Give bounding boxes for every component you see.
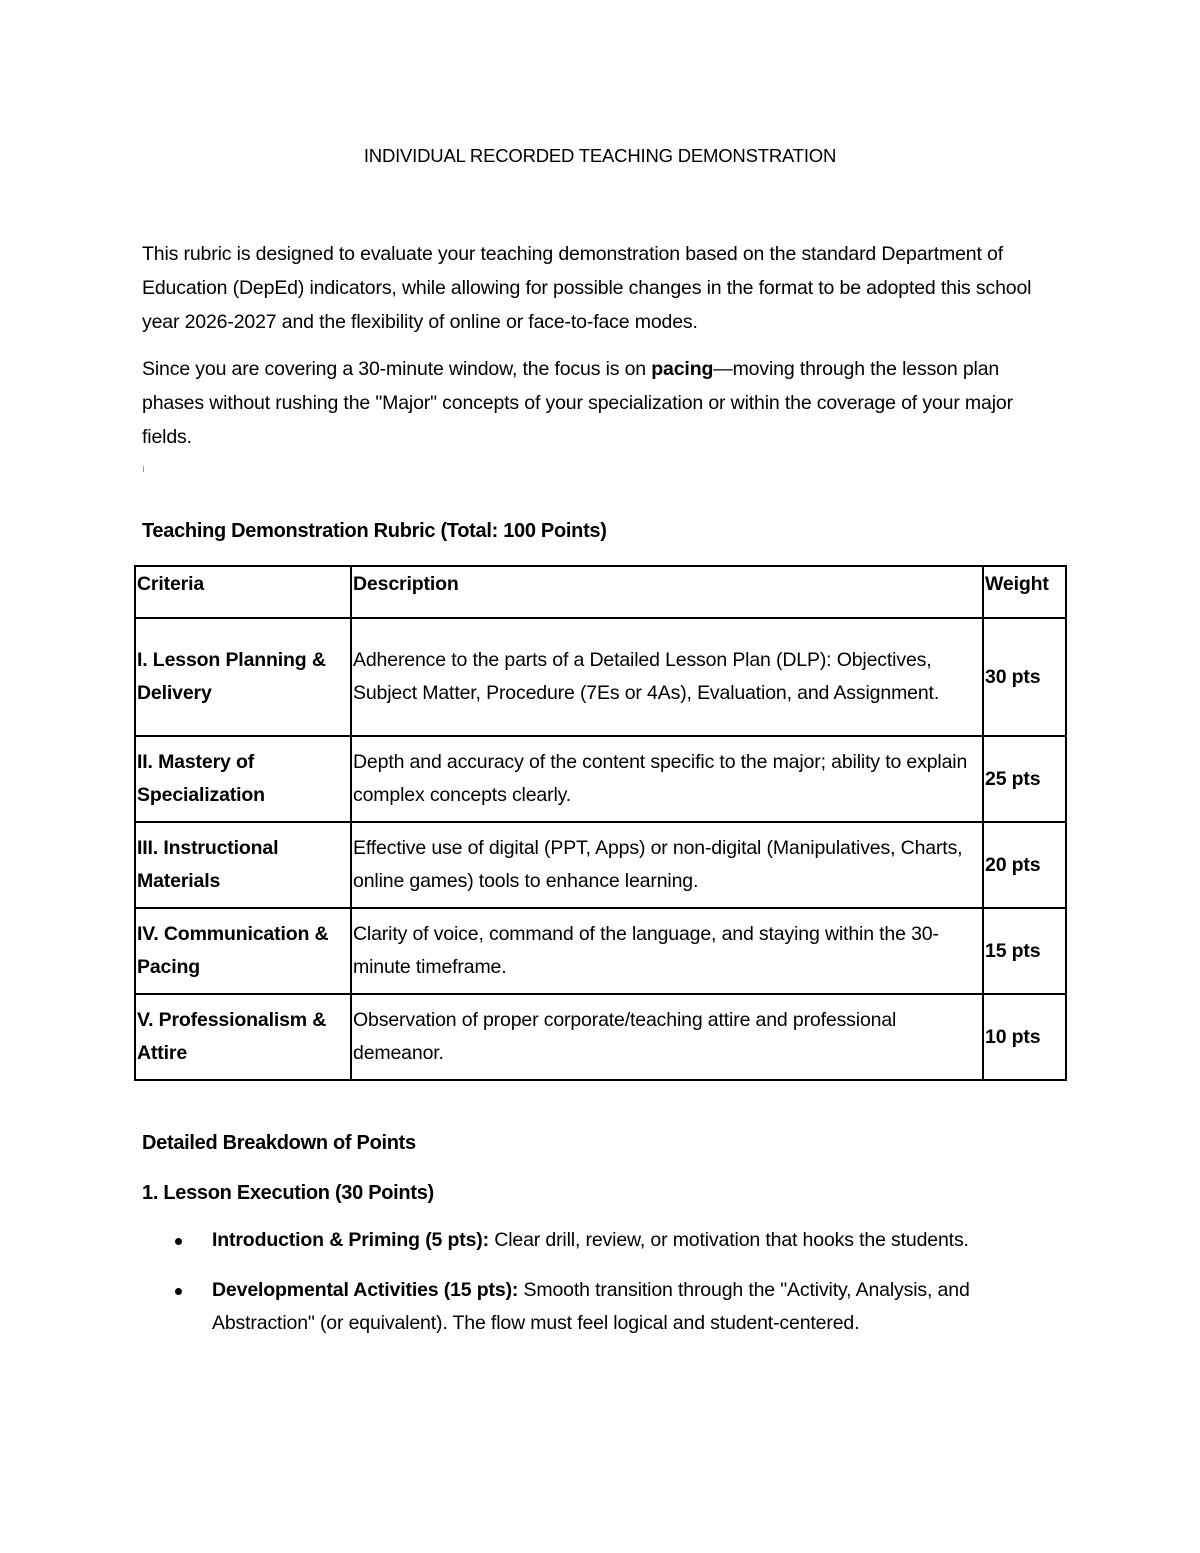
document-title: INDIVIDUAL RECORDED TEACHING DEMONSTRATION: [363, 145, 837, 166]
weight-cell: 25 pts: [983, 736, 1066, 822]
rubric-heading: Teaching Demonstration Rubric (Total: 100 Points): [142, 520, 607, 542]
criteria-cell: V. Professionalism & Attire: [135, 994, 351, 1080]
table-row: [135, 994, 1066, 1080]
description-cell: Clarity of voice, command of the language, and staying within the 30-minute timeframe.: [351, 908, 983, 994]
criteria-cell: II. Mastery of Specialization: [135, 736, 351, 822]
list-item: [142, 1224, 1072, 1257]
bullet-label: Developmental Activities (15 pts):: [212, 1279, 519, 1301]
weight-cell: 15 pts: [983, 908, 1066, 994]
weight-cell: 30 pts: [983, 618, 1066, 736]
criteria-cell: IV. Communication & Pacing: [135, 908, 351, 994]
intro-paragraph: This rubric is designed to evaluate your teaching demonstration based on the standard Department of Education (DepEd) indicators, while allowing for possible changes in the format to be adopted this school year 2026-2027 and the flexibility of online or face-to-face modes.: [142, 243, 1032, 333]
bullet-text: Clear drill, review, or motivation that hooks the students.: [489, 1229, 969, 1251]
table-row: [135, 908, 1066, 994]
bullet-label: Introduction & Priming (5 pts):: [212, 1229, 489, 1251]
description-cell: Effective use of digital (PPT, Apps) or non-digital (Manipulatives, Charts, online games) tools to enhance learning.: [351, 822, 983, 908]
bullet-icon: [175, 1238, 182, 1245]
criteria-cell: I. Lesson Planning & Delivery: [135, 618, 351, 736]
weight-cell: 20 pts: [983, 822, 1066, 908]
table-row: [135, 736, 1066, 822]
bullet-text: Smooth transition through the "Activity, Analysis, and Abstraction" (or equivalent). The flow must feel logical and student-centered.: [212, 1279, 970, 1334]
header-weight: Weight: [983, 566, 1066, 618]
table-row: [135, 822, 1066, 908]
table-row: [135, 618, 1066, 736]
description-cell: Adherence to the parts of a Detailed Lesson Plan (DLP): Objectives, Subject Matter, Procedure (7Es or 4As), Evaluation, and Assignment.: [351, 618, 983, 736]
pacing-paragraph: [142, 352, 1062, 454]
header-description: Description: [351, 566, 983, 618]
weight-cell: 10 pts: [983, 994, 1066, 1080]
header-criteria: Criteria: [135, 566, 351, 618]
pacing-emphasis: pacing: [651, 358, 714, 380]
table-header-row: [135, 566, 1066, 618]
pacing-paragraph-before: Since you are covering a 30-minute window, the focus is on: [142, 358, 652, 380]
pacing-paragraph-after: —moving through the lesson plan phases without rushing the "Major" concepts of your specialization or within the coverage of your major fields.: [142, 358, 1013, 448]
breakdown-list: [142, 1224, 1072, 1357]
rubric-table: [134, 565, 1067, 1081]
breakdown-heading: Detailed Breakdown of Points: [142, 1132, 416, 1154]
criteria-cell: III. Instructional Materials: [135, 822, 351, 908]
cursor-mark: [143, 466, 144, 472]
list-item: [142, 1274, 1072, 1340]
description-cell: Depth and accuracy of the content specific to the major; ability to explain complex concepts clearly.: [351, 736, 983, 822]
lesson-execution-heading: 1. Lesson Execution (30 Points): [142, 1182, 434, 1204]
description-cell: Observation of proper corporate/teaching attire and professional demeanor.: [351, 994, 983, 1080]
bullet-icon: [175, 1288, 182, 1295]
